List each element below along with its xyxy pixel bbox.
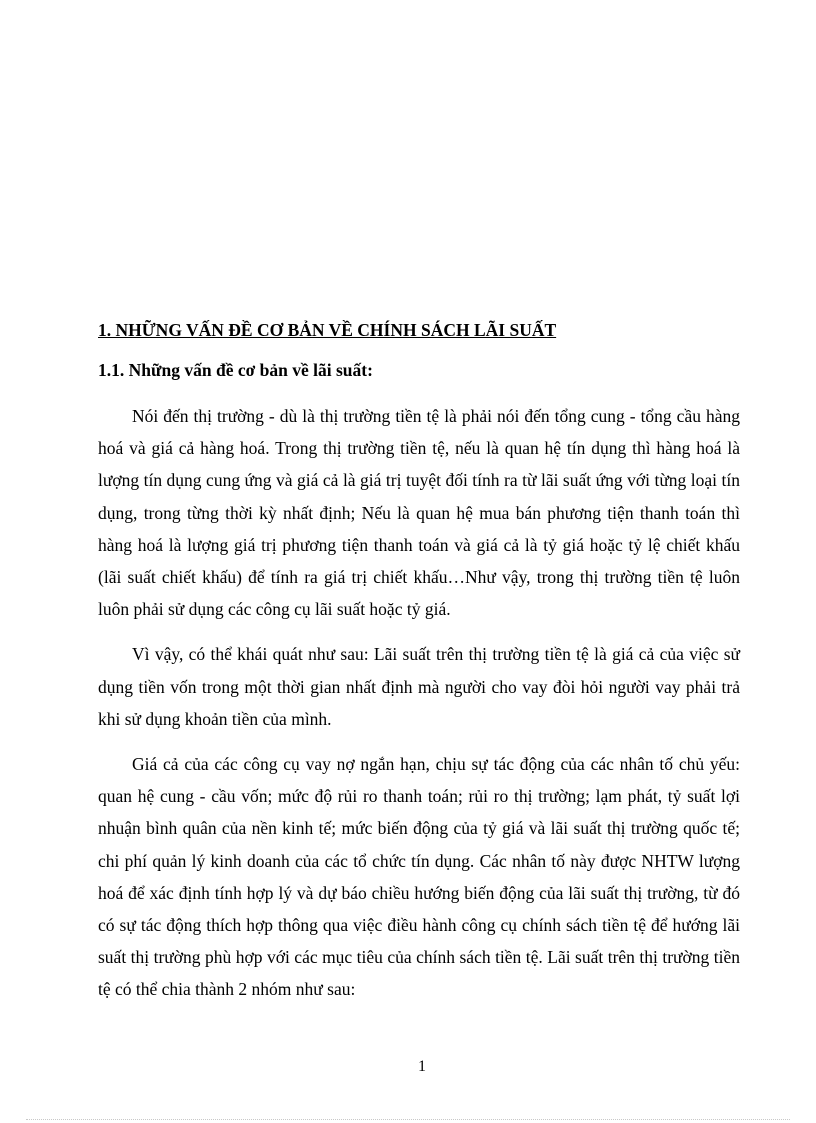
subsection-heading: 1.1. Những vấn đề cơ bản về lãi suất: xyxy=(98,360,373,380)
section-heading: 1. NHỮNG VẤN ĐỀ CƠ BẢN VỀ CHÍNH SÁCH LÃI SUẤT xyxy=(98,320,557,340)
paragraph-1: Nói đến thị trường - dù là thị trường tiền tệ là phải nói đến tổng cung - tổng cầu hàng hoá và giá cả hàng hoá. Trong thị trường tiền tệ, nếu là quan hệ tín dụng thì hàng hoá là lượng tín dụng cung ứng và giá cả là giá trị tuyệt đối tính ra từ lãi suất ứng với từng loại tín dụng, trong từng thời kỳ nhất định; Nếu là quan hệ mua bán phương tiện thanh toán thì hàng hoá là lượng giá trị phương tiện thanh toán và giá cả là tỷ giá hoặc tỷ lệ chiết khấu (lãi suất chiết khấu) để tính ra giá trị chiết khấu…Như vậy, trong thị trường tiền tệ luôn luôn phải sử dụng các công cụ lãi suất hoặc tỷ giá. xyxy=(98,406,740,620)
page-bottom-border xyxy=(26,1119,790,1120)
page-content xyxy=(98,316,740,1006)
paragraph-3: Giá cả của các công cụ vay nợ ngắn hạn, chịu sự tác động của các nhân tố chủ yếu: quan hệ cung - cầu vốn; mức độ rủi ro thanh toán; rủi ro thị trường; lạm phát, tỷ suất lợi nhuận bình quân của nền kinh tế; mức biến động của tỷ giá và lãi suất thị trường quốc tế; chi phí quản lý kinh doanh của các tổ chức tín dụng. Các nhân tố này được NHTW lượng hoá để xác định tính hợp lý và dự báo chiều hướng biến động của lãi suất thị trường, từ đó có sự tác động thích hợp thông qua việc điều hành công cụ chính sách tiền tệ để hướng lãi suất thị trường phù hợp với các mục tiêu của chính sách tiền tệ. Lãi suất trên thị trường tiền tệ có thể chia thành 2 nhóm như sau: xyxy=(98,754,740,1000)
page-number: 1 xyxy=(418,1058,426,1075)
paragraph-2: Vì vậy, có thể khái quát như sau: Lãi suất trên thị trường tiền tệ là giá cả của việc sử dụng tiền vốn trong một thời gian nhất định mà người cho vay đòi hỏi người vay phải trả khi sử dụng khoản tiền của mình. xyxy=(98,644,740,729)
